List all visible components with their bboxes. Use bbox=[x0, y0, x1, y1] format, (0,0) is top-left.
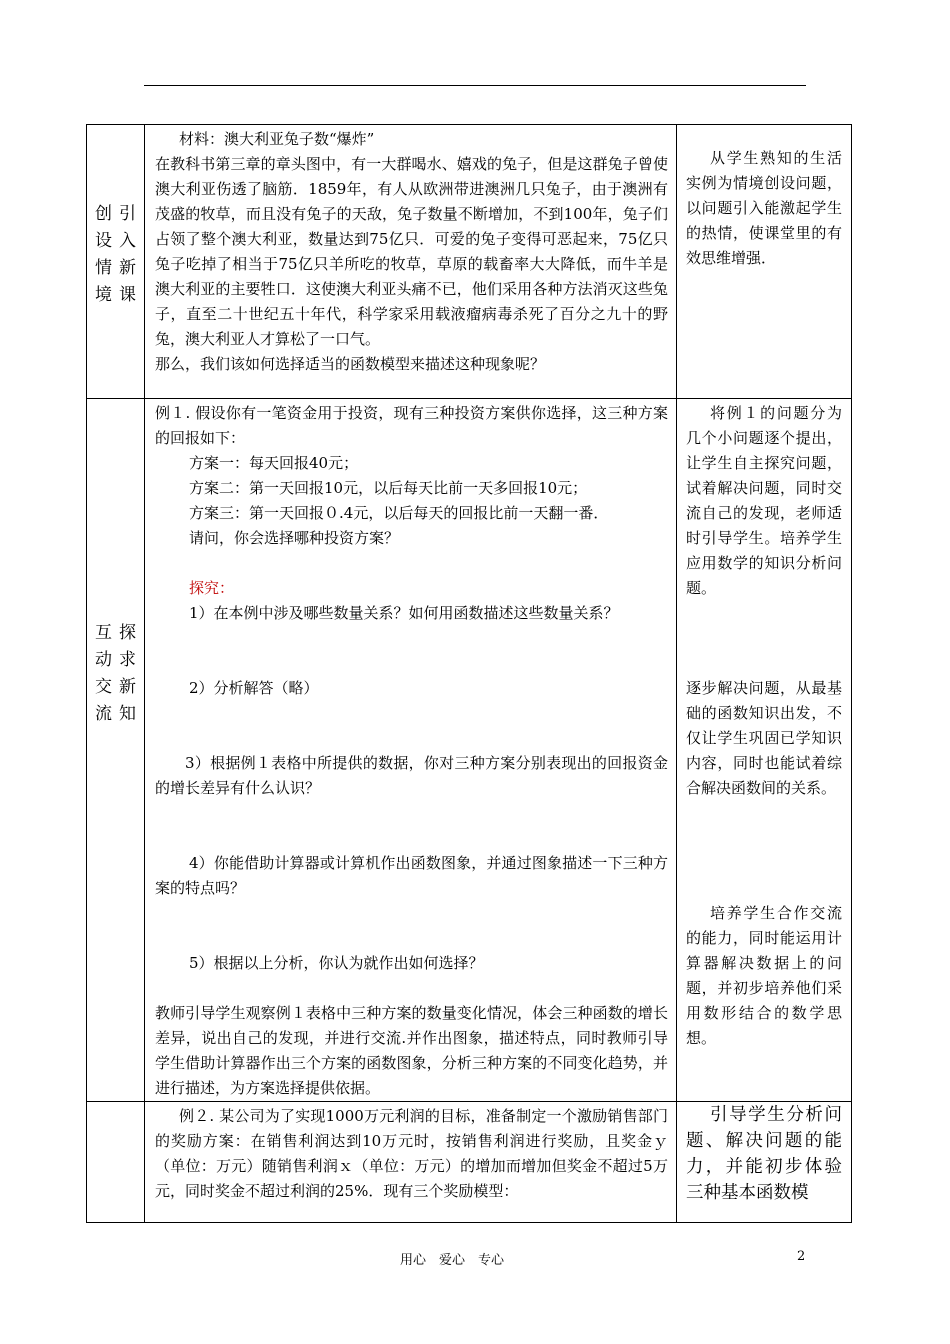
header-rule bbox=[144, 85, 806, 86]
plan-3: 方案三：第一天回报０.4元，以后每天的回报比前一天翻一番． bbox=[189, 504, 609, 522]
lesson-plan-table bbox=[86, 124, 852, 1223]
material-text: 在教科书第三章的章头图中，有一大群喝水、嬉戏的兔子，但是这群兔子曾使澳大利亚伤透了脑筋．1859年，有人从欧洲带进澳洲几只兔子，由于澳洲有茂盛的牧草，而且没有兔子的天敌，兔子数量不断增加，不到100年，兔子们占领了整个澳大利亚，数量达到75亿只．可爱的兔子变得可恶起来，75亿只兔子吃掉了相当于75亿只羊所吃的牧草，草原的载畜率大大降低，而牛羊是澳大利亚的主要牲口．这使澳大利亚头痛不已，他们采用各种方法消灭这些兔子，直至二十世纪五十年代，科学家采用载液瘤病毒杀死了百分之九十的野兔，澳大利亚人才算松了一口气。 bbox=[155, 155, 668, 348]
explore-q1: 1）在本例中涉及哪些数量关系？如何用函数描述这些数量关系？ bbox=[189, 604, 619, 622]
design-note: 引导学生分析问题、解决问题的能力，并能初步体验三种基本函数模 bbox=[686, 1105, 842, 1203]
design-note-a: 将例１的问题分为几个小问题逐个提出，让学生自主探究问题，试着解决问题，同时交流自己的发现，老师适时引导学生。培养学生应用数学的知识分析问题。 bbox=[686, 404, 842, 597]
section-label-cell bbox=[87, 1102, 145, 1223]
section-label-cell bbox=[87, 125, 145, 399]
plan-question: 请问，你会选择哪种投资方案？ bbox=[189, 529, 400, 547]
page-number: 2 bbox=[797, 1249, 806, 1264]
plan-1: 方案一：每天回报40元； bbox=[189, 454, 359, 472]
note-cell bbox=[677, 125, 852, 399]
example-1: 例１. 假设你有一笔资金用于投资，现有三种投资方案供你选择，这三种方案的回报如下： bbox=[155, 404, 668, 447]
design-note-c: 培养学生合作交流的能力，同时能运用计算器解决数据上的问题，并初步培养他们采用数形结合的数学思想。 bbox=[686, 904, 842, 1047]
section-label-col1: 创设情境 bbox=[95, 204, 112, 305]
design-note-b: 逐步解决问题，从最基础的函数知识出发，不仅让学生巩固已学知识内容，同时也能试着综合解决函数间的关系。 bbox=[686, 679, 842, 797]
explore-q2: 2）分析解答（略） bbox=[189, 679, 319, 697]
explore-q5: 5）根据以上分析，你认为就作出如何选择？ bbox=[189, 954, 484, 972]
explore-q4: 4）你能借助计算器或计算机作出函数图象，并通过图象描述一下三种方案的特点吗？ bbox=[155, 854, 668, 897]
design-note: 从学生熟知的生活实例为情境创设问题，以问题引入能激起学生的热情，使课堂里的有效思维增强． bbox=[686, 149, 842, 267]
note-cell bbox=[677, 399, 852, 1102]
section-label-col2: 引入新课 bbox=[119, 204, 136, 305]
teacher-guide: 教师引导学生观察例１表格中三种方案的数量变化情况，体会三种函数的增长差异，说出自己的发现，并进行交流.并作出图象，描述特点，同时教师引导学生借助计算器作出三个方案的函数图象，分析三种方案的不同变化趋势，并进行描述，为方案选择提供依据。 bbox=[155, 1004, 668, 1097]
intro-question: 那么，我们该如何选择适当的函数模型来描述这种现象呢？ bbox=[155, 355, 546, 373]
section-row-intro bbox=[87, 125, 852, 399]
section-row-example2 bbox=[87, 1102, 852, 1223]
example-2: 例２. 某公司为了实现1000万元利润的目标，准备制定一个激励销售部门的奖励方案：在销售利润达到10万元时，按销售利润进行奖励，且奖金ｙ（单位：万元）随销售利润ｘ（单位：万元）的增加而增加但奖金不超过5万元，同时奖金不超过利润的25%．现有三个奖励模型： bbox=[155, 1107, 668, 1200]
footer-motto: 用心 爱心 专心 bbox=[400, 1253, 505, 1268]
section-label-col1: 互动交流 bbox=[95, 623, 112, 724]
plan-2: 方案二：第一天回报10元，以后每天比前一天多回报10元； bbox=[189, 479, 588, 497]
section-label-col2: 探求新知 bbox=[119, 623, 136, 724]
material-title: 材料：澳大利亚兔子数“爆炸” bbox=[179, 130, 375, 148]
note-cell bbox=[677, 1102, 852, 1223]
explore-q3: 3）根据例１表格中所提供的数据，你对三种方案分别表现出的回报资金的增长差异有什么认识？ bbox=[155, 754, 668, 797]
content-cell bbox=[145, 1102, 677, 1223]
section-row-explore bbox=[87, 399, 852, 1102]
explore-label: 探究： bbox=[189, 579, 235, 597]
section-label-cell bbox=[87, 399, 145, 1102]
content-cell bbox=[145, 125, 677, 399]
content-cell bbox=[145, 399, 677, 1102]
